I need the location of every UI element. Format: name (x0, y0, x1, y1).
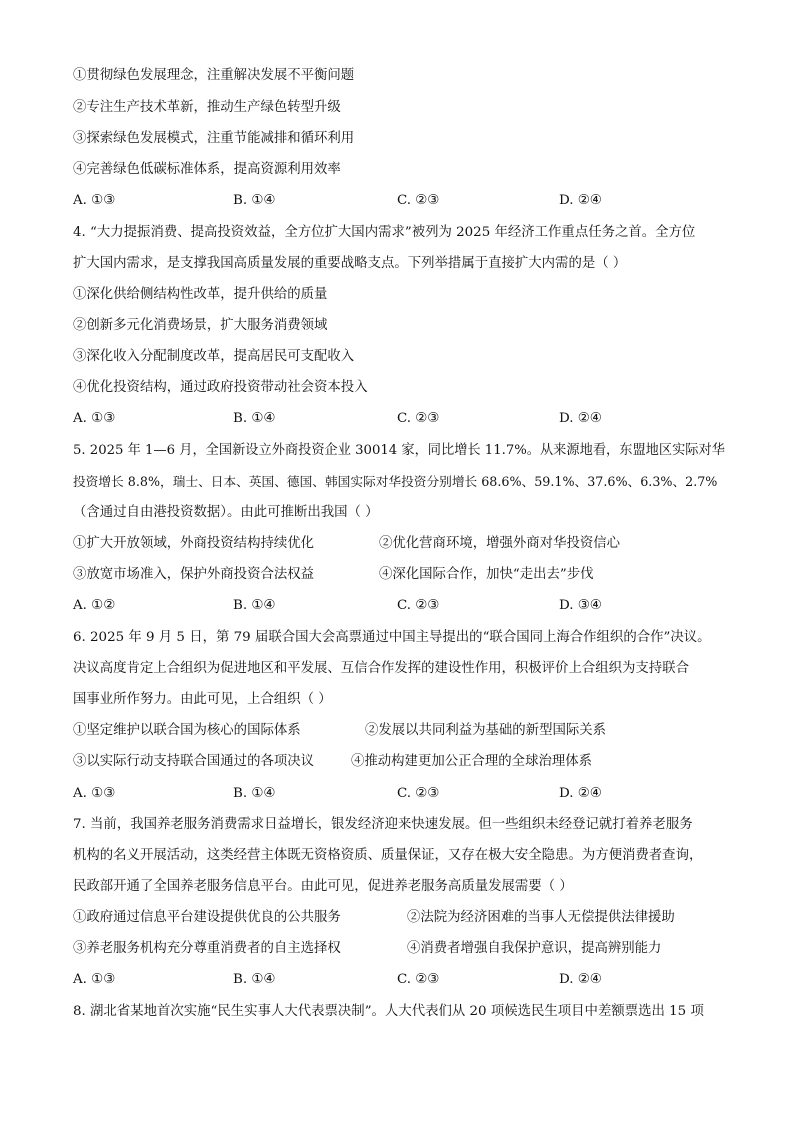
q4-option-d: D. ②④ (559, 411, 602, 426)
q7-option-c: C. ②③ (397, 972, 440, 987)
q7-stem-line-2: 机构的名义开展活动，这类经营主体既无资格资质、质量保证，又存在极大安全隐患。为方便消费者查询， (73, 848, 703, 863)
q4-statement-2: ②创新多元化消费场景，扩大服务消费领域 (73, 318, 328, 333)
q7-option-d: D. ②④ (559, 972, 602, 987)
q3-statement-1: ①贯彻绿色发展理念，注重解决发展不平衡问题 (73, 68, 355, 83)
q5-option-d: D. ③④ (559, 598, 602, 613)
q3-option-c: C. ②③ (397, 193, 440, 208)
q4-statement-1: ①深化供给侧结构性改革，提升供给的质量 (73, 287, 328, 302)
q4-statement-3: ③深化收入分配制度改革，提高居民可支配收入 (73, 349, 355, 364)
q6-statement-4: ④推动构建更加公正合理的全球治理体系 (351, 754, 593, 769)
q6-statements-row-1 (73, 721, 723, 741)
q5-stem-line-2: 投资增长 8.8%，瑞士、日本、英国、德国、韩国实际对华投资分别增长 68.6%、59.1%、37.6%、6.3%、2.7% (73, 474, 718, 489)
q6-statement-3: ③以实际行动支持联合国通过的各项决议 (73, 754, 315, 769)
q5-option-b: B. ①④ (233, 598, 276, 613)
q7-stem-line-1: 7. 当前，我国养老服务消费需求日益增长，银发经济迎来快速发展。但一些组织未经登记就打着养老服务 (73, 817, 693, 832)
q7-option-b: B. ①④ (233, 972, 276, 987)
q5-statements-row-2 (73, 565, 723, 585)
q5-statement-1: ①扩大开放领域，外商投资结构持续优化 (73, 536, 315, 551)
q4-stem-line-1: 4. “大力提振消费、提高投资效益，全方位扩大国内需求”被列为 2025 年经济工作重点任务之首。全方位 (73, 225, 696, 240)
q6-options (73, 784, 723, 804)
q4-option-a: A. ①③ (73, 411, 116, 426)
q5-statement-4: ④深化国际合作，加快“走出去”步伐 (379, 567, 594, 582)
q6-statement-2: ②发展以共同利益为基础的新型国际关系 (365, 723, 607, 738)
q5-statements-row-1 (73, 534, 723, 554)
q3-option-d: D. ②④ (559, 193, 602, 208)
q6-stem-line-2: 决议高度肯定上合组织为促进地区和平发展、互信合作发挥的建设性作用，积极评价上合组织为支持联合 (73, 661, 689, 676)
q5-options (73, 596, 723, 616)
q6-option-b: B. ①④ (233, 786, 276, 801)
q7-option-a: A. ①③ (73, 972, 116, 987)
q7-statements-row-1 (73, 908, 723, 928)
q4-option-c: C. ②③ (397, 411, 440, 426)
q7-options (73, 970, 723, 990)
q5-option-c: C. ②③ (397, 598, 440, 613)
q5-statement-3: ③放宽市场准入，保护外商投资合法权益 (73, 567, 315, 582)
q3-statement-2: ②专注生产技术革新，推动生产绿色转型升级 (73, 100, 341, 115)
q5-stem-line-3: （含通过自由港投资数据）。由此可推断出我国（ ） (73, 505, 379, 520)
q6-option-d: D. ②④ (559, 786, 602, 801)
q6-option-c: C. ②③ (397, 786, 440, 801)
q6-option-a: A. ①③ (73, 786, 116, 801)
q7-statement-2: ②法院为经济困难的当事人无偿提供法律援助 (407, 910, 675, 925)
q8-stem-line-1: 8. 湖北省某地首次实施“民生实事人大代表票决制”。人大代表们从 20 项候选民生项目中差额票选出 15 项 (73, 1004, 704, 1019)
q3-options (73, 191, 723, 211)
q3-option-a: A. ①③ (73, 193, 116, 208)
q7-statement-4: ④消费者增强自我保护意识，提高辨别能力 (407, 941, 662, 956)
q7-statements-row-2 (73, 939, 723, 959)
q6-statements-row-2 (73, 752, 723, 772)
q7-statement-1: ①政府通过信息平台建设提供优良的公共服务 (73, 910, 341, 925)
q7-stem-line-3: 民政部开通了全国养老服务信息平台。由此可见，促进养老服务高质量发展需要（ ） (73, 879, 573, 894)
q6-stem-line-1: 6. 2025 年 9 月 5 日，第 79 届联合国大会高票通过中国主导提出的“联合国同上海合作组织的合作”决议。 (73, 630, 711, 645)
q3-option-b: B. ①④ (233, 193, 276, 208)
q6-statement-1: ①坚定维护以联合国为核心的国际体系 (73, 723, 301, 738)
q4-statement-4: ④优化投资结构，通过政府投资带动社会资本投入 (73, 380, 368, 395)
q4-stem-line-2: 扩大国内需求，是支撑我国高质量发展的重要战略支点。下列举措属于直接扩大内需的是（ ） (73, 256, 627, 271)
q5-stem-line-1: 5. 2025 年 1—6 月，全国新设立外商投资企业 30014 家，同比增长 11.7%。从来源地看，东盟地区实际对华 (73, 443, 725, 458)
q5-option-a: A. ①② (73, 598, 116, 613)
q4-option-b: B. ①④ (233, 411, 276, 426)
q7-statement-3: ③养老服务机构充分尊重消费者的自主选择权 (73, 941, 341, 956)
q5-statement-2: ②优化营商环境，增强外商对华投资信心 (379, 536, 621, 551)
q6-stem-line-3: 国事业所作努力。由此可见，上合组织（ ） (73, 692, 332, 707)
q3-statement-3: ③探索绿色发展模式，注重节能减排和循环利用 (73, 131, 355, 146)
q4-options (73, 409, 723, 429)
q3-statement-4: ④完善绿色低碳标准体系，提高资源利用效率 (73, 162, 341, 177)
